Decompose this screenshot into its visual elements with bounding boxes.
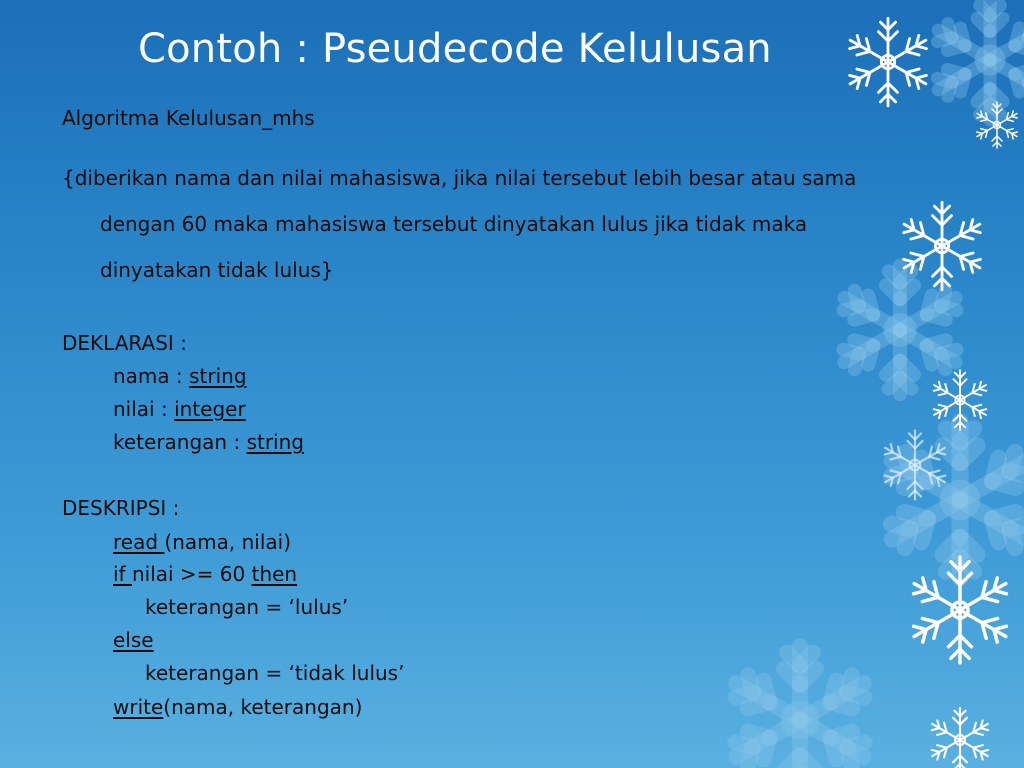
algorithm-header: Algoritma Kelulusan_mhs bbox=[62, 106, 315, 130]
var-name: keterangan : bbox=[113, 430, 247, 454]
write-statement bbox=[113, 697, 362, 717]
comment-line-3: dinyatakan tidak lulus} bbox=[100, 258, 334, 282]
write-args: (nama, keterangan) bbox=[163, 695, 363, 719]
declaration-line bbox=[113, 432, 304, 452]
var-name: nilai : bbox=[113, 397, 175, 421]
else-keyword bbox=[113, 630, 154, 650]
else-keyword-text: else bbox=[113, 628, 154, 652]
if-statement bbox=[113, 564, 297, 584]
read-statement bbox=[113, 532, 291, 552]
write-keyword: write bbox=[113, 695, 164, 719]
comment-line-1: {diberikan nama dan nilai mahasiswa, jika nilai tersebut lebih besar atau sama bbox=[62, 166, 857, 190]
slide-title: Contoh : Pseudecode Kelulusan bbox=[138, 26, 772, 72]
if-keyword: if bbox=[113, 562, 132, 586]
else-statement: keterangan = ‘tidak lulus’ bbox=[145, 661, 405, 685]
read-args: (nama, nilai) bbox=[164, 530, 291, 554]
comment-line-2: dengan 60 maka mahasiswa tersebut dinyatakan lulus jika tidak maka bbox=[100, 212, 808, 236]
declaration-line bbox=[113, 399, 246, 419]
deskripsi-label: DESKRIPSI : bbox=[62, 496, 180, 520]
var-type: string bbox=[246, 430, 304, 454]
read-keyword: read bbox=[113, 530, 165, 554]
var-type: string bbox=[189, 364, 247, 388]
deklarasi-label: DEKLARASI : bbox=[62, 331, 187, 355]
if-condition: nilai >= 60 bbox=[131, 562, 252, 586]
var-type: integer bbox=[174, 397, 246, 421]
then-statement: keterangan = ‘lulus’ bbox=[145, 595, 349, 619]
then-keyword: then bbox=[251, 562, 298, 586]
declaration-line bbox=[113, 366, 247, 386]
var-name: nama : bbox=[113, 364, 190, 388]
